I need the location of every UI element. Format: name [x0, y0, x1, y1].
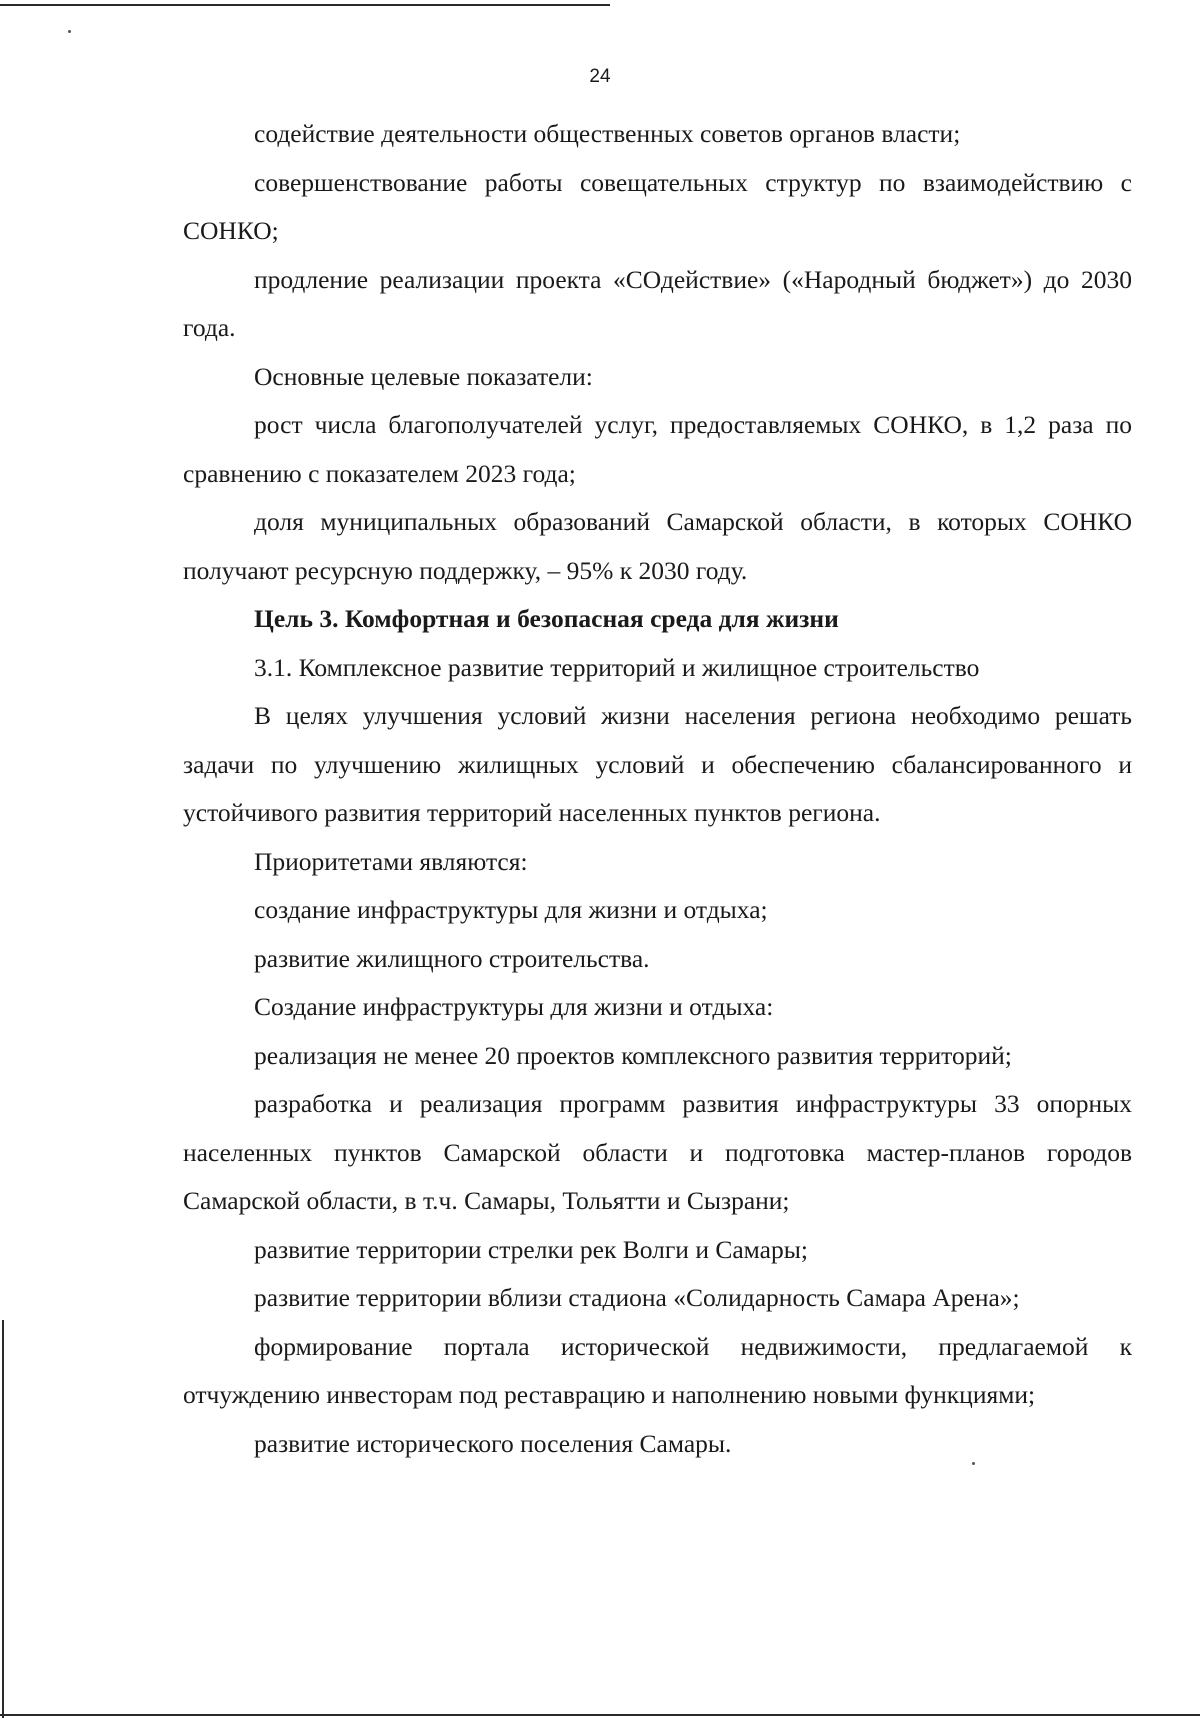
paragraph: рост числа благополучателей услуг, предоставляемых СОНКО, в 1,2 раза по сравнению с показателем 2023 года; — [183, 410, 1132, 488]
paragraph: развитие жилищного строительства. — [254, 943, 650, 973]
paragraph: развитие территории стрелки рек Волги и Самары; — [254, 1234, 808, 1264]
paragraph: создание инфраструктуры для жизни и отдыха; — [254, 895, 768, 924]
subsection-title: 3.1. Комплексное развитие территорий и жилищное строительство — [254, 652, 980, 682]
section-heading: Цель 3. Комфортная и безопасная среда для жизни — [254, 604, 839, 633]
paragraph: Приоритетами являются: — [254, 846, 528, 876]
paragraph: Основные целевые показатели: — [254, 361, 593, 391]
paragraph: доля муниципальных образований Самарской области, в которых СОНКО получают ресурсную поддержку, – 95% к 2030 году. — [183, 507, 1132, 585]
scan-border-top — [0, 4, 610, 6]
paragraph: содействие деятельности общественных советов органов власти; — [254, 119, 961, 148]
paragraph: продление реализации проекта «СОдействие» («Народный бюджет») до 2030 года. — [183, 264, 1132, 342]
paragraph: развитие исторического поселения Самары. — [254, 1428, 732, 1458]
paragraph: разработка и реализация программ развития инфраструктуры 33 опорных населенных пунктов Самарской области и подготовка мастер-планов городов Самарской области, в т.ч. Самары, Тольятти и Сызрани; — [183, 1089, 1132, 1215]
scan-speck — [68, 30, 71, 33]
scan-border-bottom — [0, 1714, 1200, 1716]
scan-border-left — [2, 1320, 4, 1718]
paragraph: развитие территории вблизи стадиона «Солидарность Самара Арена»; — [254, 1283, 1020, 1312]
paragraph: В целях улучшения условий жизни населения региона необходимо решать задачи по улучшению жилищных условий и обеспечению сбалансированного и устойчивого развития территорий населенных пунктов региона. — [183, 701, 1132, 827]
paragraph: Создание инфраструктуры для жизни и отдыха: — [254, 992, 774, 1021]
document-body — [183, 110, 1132, 1468]
paragraph: совершенствование работы совещательных структур по взаимодействию с СОНКО; — [183, 167, 1132, 245]
paragraph: реализация не менее 20 проектов комплексного развития территорий; — [254, 1040, 1012, 1070]
paragraph: формирование портала исторической недвижимости, предлагаемой к отчуждению инвесторам под реставрацию и наполнению новыми функциями; — [183, 1331, 1132, 1409]
page-number: 24 — [589, 66, 611, 87]
